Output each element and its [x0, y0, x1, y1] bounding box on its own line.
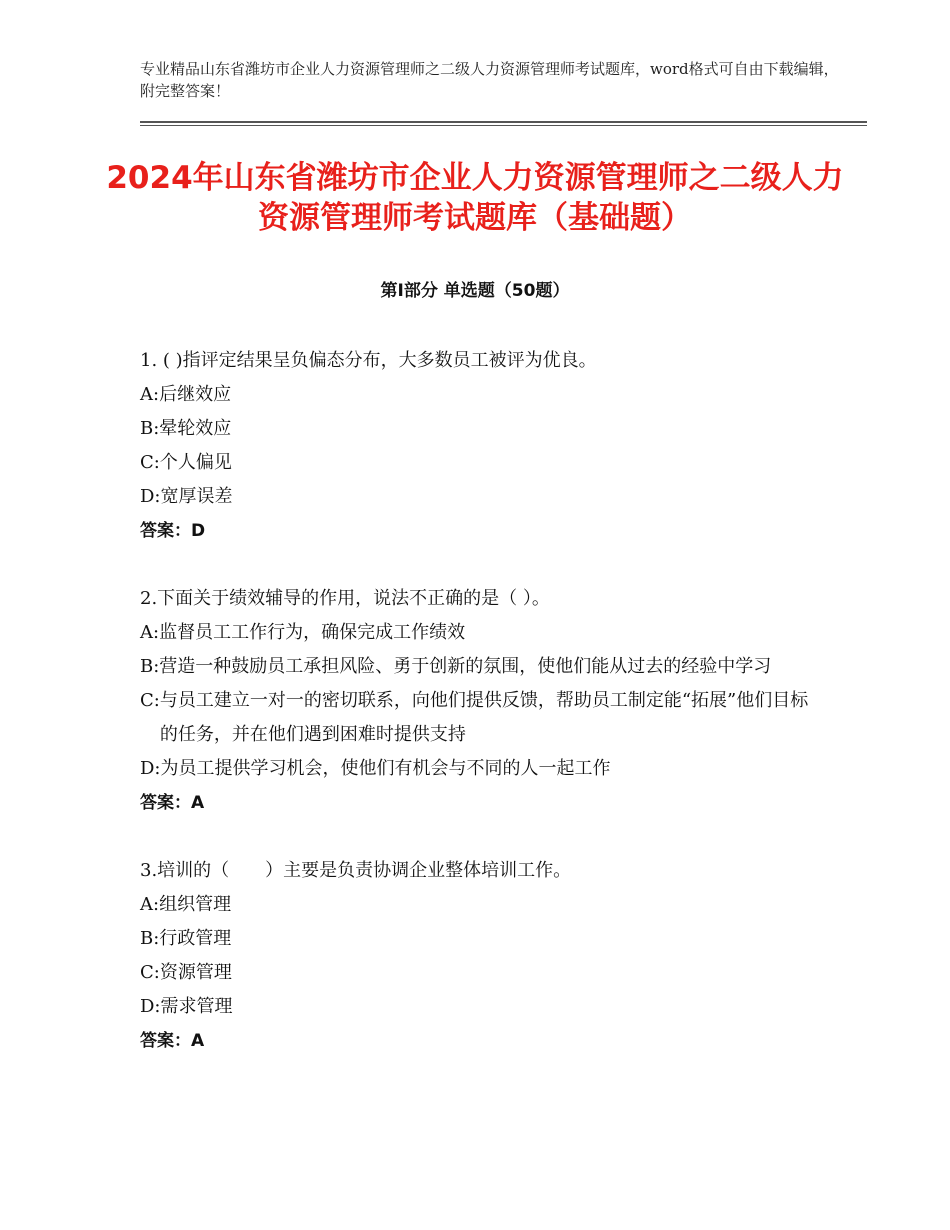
answer: 答案：D	[140, 521, 206, 541]
option-key: D:	[140, 758, 161, 779]
header-note: 专业精品山东省潍坊市企业人力资源管理师之二级人力资源管理师考试题库，word格式可自由下载编辑，附完整答案！	[140, 60, 839, 100]
option-key: A:	[140, 894, 160, 915]
option-text: 晕轮效应	[159, 418, 232, 439]
option-text: 行政管理	[159, 928, 232, 949]
option-key: D:	[140, 996, 161, 1017]
option-key: A:	[140, 384, 160, 405]
answer: 答案：A	[140, 793, 205, 813]
option-a	[140, 616, 820, 650]
option-a	[140, 378, 820, 412]
option-key: B:	[140, 418, 160, 439]
option-text: 资源管理	[159, 962, 232, 983]
option-c	[140, 446, 820, 480]
option-b	[140, 650, 820, 684]
option-key: B:	[140, 656, 160, 677]
option-b	[140, 412, 820, 446]
option-text: 后继效应	[159, 384, 232, 405]
option-key: D:	[140, 486, 161, 507]
option-text: 与员工建立一对一的密切联系，向他们提供反馈，帮助员工制定能“拓展”他们目标的任务，并在他们遇到困难时提供支持	[159, 690, 809, 745]
option-key: C:	[140, 690, 160, 711]
option-key: B:	[140, 928, 160, 949]
option-a	[140, 888, 820, 922]
option-d	[140, 480, 820, 514]
option-key: C:	[140, 452, 160, 473]
question-stem: 3.培训的（ ）主要是负责协调企业整体培训工作。	[140, 860, 572, 881]
question-2	[140, 582, 820, 820]
header-rule-thick	[140, 121, 867, 123]
option-text: 需求管理	[160, 996, 233, 1017]
option-text: 为员工提供学习机会，使他们有机会与不同的人一起工作	[160, 758, 611, 779]
option-d	[140, 752, 820, 786]
answer: 答案：A	[140, 1031, 205, 1051]
option-d	[140, 990, 820, 1024]
question-3	[140, 854, 820, 1058]
option-text: 组织管理	[159, 894, 232, 915]
option-key: C:	[140, 962, 160, 983]
option-c	[140, 684, 820, 752]
question-1	[140, 344, 820, 548]
header-rule-thin	[140, 125, 867, 126]
question-stem: 2.下面关于绩效辅导的作用，说法不正确的是（ ）。	[140, 588, 550, 609]
option-c	[140, 956, 820, 990]
option-text: 监督员工工作行为，确保完成工作绩效	[159, 622, 466, 643]
option-text: 个人偏见	[159, 452, 232, 473]
option-text: 营造一种鼓励员工承担风险、勇于创新的氛围，使他们能从过去的经验中学习	[159, 656, 772, 677]
option-b	[140, 922, 820, 956]
section-title: 第Ⅰ部分 单选题（50题）	[380, 281, 570, 301]
option-text: 宽厚误差	[160, 486, 233, 507]
question-stem: 1. ( )指评定结果呈负偏态分布，大多数员工被评为优良。	[140, 350, 597, 371]
option-key: A:	[140, 622, 160, 643]
question-list	[140, 344, 820, 1092]
document-title: 2024年山东省潍坊市企业人力资源管理师之二级人力资源管理师考试题库（基础题）	[106, 160, 844, 236]
